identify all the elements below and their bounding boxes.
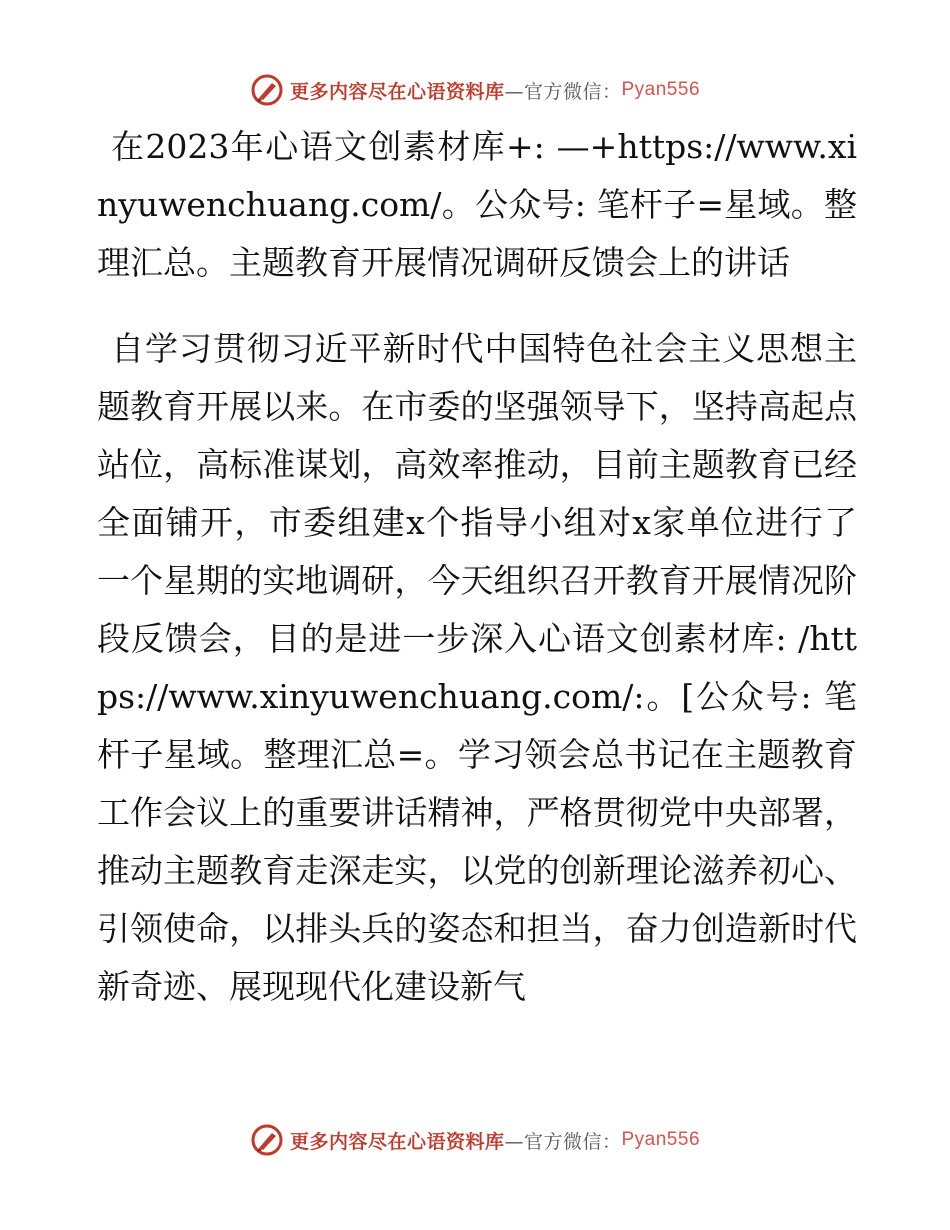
footer-watermark <box>0 1120 950 1160</box>
banner-wechat-id: Pyan556 <box>621 79 701 100</box>
banner-lead-text: 更多内容尽在心语资料库 <box>289 80 505 103</box>
paragraph-title: 在2023年心语文创素材库+: —+https://www.xinyuwenchuang.com/。公众号: 笔杆子=星域。整理汇总。主题教育开展情况调研反馈会上的讲话 <box>97 127 857 282</box>
banner-lead-text: 更多内容尽在心语资料库 <box>289 1130 505 1153</box>
header-watermark <box>0 70 950 110</box>
paragraph-body: 自学习贯彻习近平新时代中国特色社会主义思想主题教育开展以来。在市委的坚强领导下，坚持高起点站位，高标准谋划，高效率推动，目前主题教育已经全面铺开，市委组建x个指导小组对x家单位进行了一个星期的实地调研，今天组织召开教育开展情况阶段反馈会，目的是进一步深入心语文创素材库: /https://www.xinyuwenchuang.com/:。[公众号: 笔杆子星域。整理汇总=。学习领会总书记在主题教育工作会议上的重要讲话精神，严格贯彻党中央部署，推动主题教育走深走实，以党的创新理论滋养初心、引领使命，以排头兵的姿态和担当，奋力创造新时代新奇迹、展现现代化建设新气 <box>97 329 857 1006</box>
document-body <box>97 118 857 1016</box>
pen-logo-icon <box>250 73 284 107</box>
pen-logo-icon <box>250 1123 284 1157</box>
banner-wechat-label: —官方微信： <box>504 1130 622 1153</box>
banner-wechat-id: Pyan556 <box>621 1129 701 1150</box>
banner-wechat-label: —官方微信： <box>504 80 622 103</box>
